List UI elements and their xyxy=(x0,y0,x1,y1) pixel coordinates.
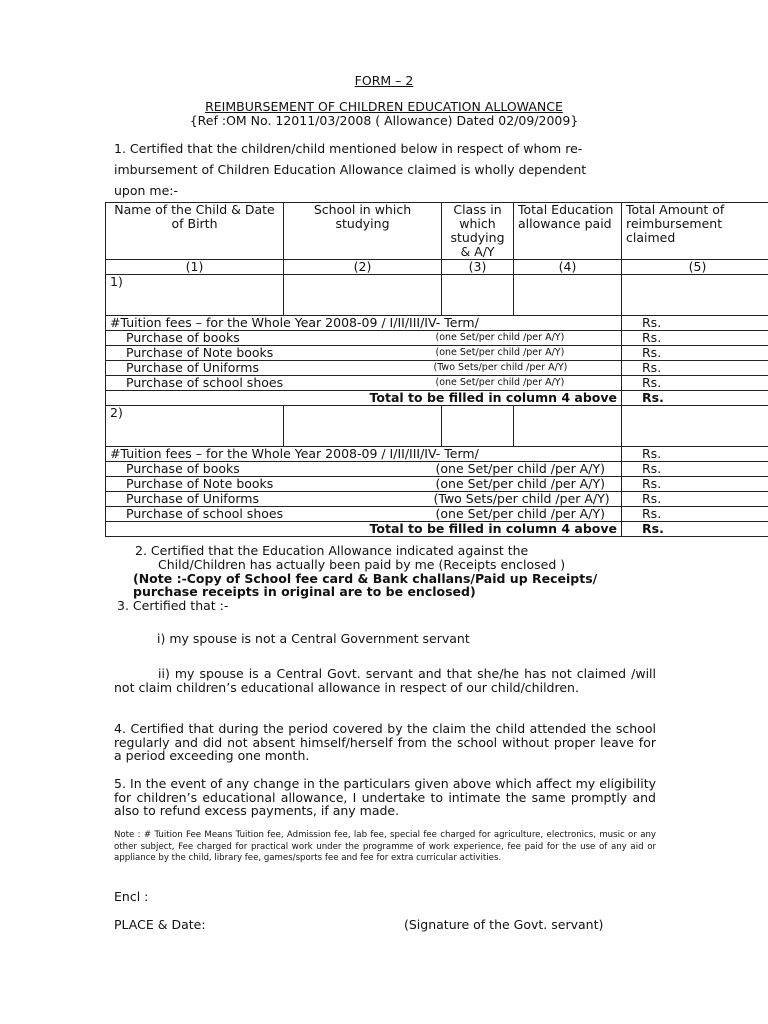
child2-tuition-row xyxy=(106,447,768,462)
child2-total-label: Total to be filled in column 4 above xyxy=(106,522,622,537)
child2-uniforms-amount: Rs. xyxy=(622,492,768,507)
header-reimbursement: Total Amount of reimbursement claimed xyxy=(622,203,768,260)
child1-uniforms-amount: Rs. xyxy=(622,361,768,376)
enclosures-label: Encl : xyxy=(114,889,149,904)
col-num-5: (5) xyxy=(622,260,768,275)
child1-books-amount: Rs. xyxy=(622,331,768,346)
header-class: Class in which studying & A/Y xyxy=(442,203,514,260)
col-num-3: (3) xyxy=(442,260,514,275)
para2-line2: Child/Children has actually been paid by me (Receipts enclosed ) xyxy=(158,557,566,572)
child2-uniforms-row xyxy=(106,492,768,507)
col-num-1: (1) xyxy=(106,260,284,275)
claim-table xyxy=(105,202,768,537)
child2-total-amount: Rs. xyxy=(622,522,768,537)
para5: 5. In the event of any change in the particulars given above which affect my eligibility for children’s educational allowance, I undertake to intimate the same promptly and also to refund excess payments, if any made. xyxy=(114,776,656,818)
child2-notebooks-amount: Rs. xyxy=(622,477,768,492)
child2-claimed-cell xyxy=(622,406,768,447)
child2-books-amount: Rs. xyxy=(622,462,768,477)
child1-uniforms-row xyxy=(106,361,768,376)
child2-shoes-label: Purchase of school shoes (one Set/per child /per A/Y) xyxy=(106,507,442,522)
child2-shoes-row xyxy=(106,507,768,522)
child2-uniforms-label: Purchase of Uniforms (Two Sets/per child /per A/Y) xyxy=(106,492,442,507)
child1-paid-cell xyxy=(514,275,622,316)
child2-total-row xyxy=(106,522,768,537)
child1-claimed-cell xyxy=(622,275,768,316)
child1-notebooks-amount: Rs. xyxy=(622,346,768,361)
header-school: School in which studying xyxy=(284,203,442,260)
para3-heading: 3. Certified that :- xyxy=(117,598,229,613)
col-num-4: (4) xyxy=(514,260,622,275)
child2-shoes-amount: Rs. xyxy=(622,507,768,522)
para2-line1: 2. Certified that the Education Allowance indicated against the xyxy=(135,543,529,558)
table-header-row xyxy=(106,203,768,260)
child1-shoes-row xyxy=(106,376,768,391)
para1-line1: 1. Certified that the children/child mentioned below in respect of whom re- xyxy=(114,141,583,156)
para3-item2: ii) my spouse is a Central Govt. servant and that she/he has not claimed /will not claim children’s educational allowance in respect of our child/children. xyxy=(114,666,656,695)
para4: 4. Certified that during the period covered by the claim the child attended the school regularly and did not absent himself/herself from the school without proper leave for a period exceeding one month. xyxy=(114,721,656,763)
child1-total-row xyxy=(106,391,768,406)
place-date-label: PLACE & Date: xyxy=(114,917,206,932)
form-heading: REIMBURSEMENT OF CHILDREN EDUCATION ALLOWANCE xyxy=(205,99,563,114)
child1-label: 1) xyxy=(106,275,284,316)
child1-entry-row xyxy=(106,275,768,316)
child2-class-cell xyxy=(442,406,514,447)
child1-books-label: Purchase of books (one Set/per child /per A/Y) xyxy=(106,331,442,346)
child2-paid-cell xyxy=(514,406,622,447)
child1-books-row xyxy=(106,331,768,346)
child2-entry-row xyxy=(106,406,768,447)
child1-tuition-amount: Rs. xyxy=(622,316,768,331)
child2-tuition-amount: Rs. xyxy=(622,447,768,462)
tuition-fee-footnote: Note : # Tuition Fee Means Tuition fee, Admission fee, lab fee, special fee charged for agriculture, electronics, music or any other subject, Fee charged for practical work under the programme of work experience, fee paid for the use of any aid or appliance by the child, library fee, games/sports fee and fee for extra curricular activities. xyxy=(114,830,656,863)
child2-school-cell xyxy=(284,406,442,447)
para2-note-line1: (Note :-Copy of School fee card & Bank challans/Paid up Receipts/ xyxy=(133,571,598,586)
child1-tuition-label: #Tuition fees – for the Whole Year 2008-09 / I/II/III/IV- Term/ xyxy=(106,316,622,331)
column-number-row xyxy=(106,260,768,275)
child1-uniforms-label: Purchase of Uniforms (Two Sets/per child /per A/Y) xyxy=(106,361,442,376)
child2-notebooks-label: Purchase of Note books (one Set/per child /per A/Y) xyxy=(106,477,442,492)
child2-books-row xyxy=(106,462,768,477)
child2-label: 2) xyxy=(106,406,284,447)
child1-tuition-row xyxy=(106,316,768,331)
form-title: FORM – 2 xyxy=(354,73,414,88)
para1-line3: upon me:- xyxy=(114,183,178,198)
child2-notebooks-row xyxy=(106,477,768,492)
para2-note-line2: purchase receipts in original are to be enclosed) xyxy=(133,584,476,599)
signature-label: (Signature of the Govt. servant) xyxy=(404,917,604,932)
reference-line: {Ref :OM No. 12011/03/2008 ( Allowance) Dated 02/09/2009} xyxy=(189,113,579,128)
child1-total-label: Total to be filled in column 4 above xyxy=(106,391,622,406)
child1-notebooks-label: Purchase of Note books (one Set/per child /per A/Y) xyxy=(106,346,442,361)
child2-books-label: Purchase of books (one Set/per child /per A/Y) xyxy=(106,462,442,477)
child2-tuition-label: #Tuition fees – for the Whole Year 2008-09 / I/II/III/IV- Term/ xyxy=(106,447,622,462)
child1-shoes-amount: Rs. xyxy=(622,376,768,391)
child1-school-cell xyxy=(284,275,442,316)
child1-shoes-label: Purchase of school shoes (one Set/per child /per A/Y) xyxy=(106,376,442,391)
para1-line2: imbursement of Children Education Allowance claimed is wholly dependent xyxy=(114,162,587,177)
header-child-name: Name of the Child & Date of Birth xyxy=(106,203,284,260)
para3-item1: i) my spouse is not a Central Government servant xyxy=(157,631,470,646)
col-num-2: (2) xyxy=(284,260,442,275)
child1-total-amount: Rs. xyxy=(622,391,768,406)
child1-notebooks-row xyxy=(106,346,768,361)
header-allowance-paid: Total Education allowance paid xyxy=(514,203,622,260)
child1-class-cell xyxy=(442,275,514,316)
